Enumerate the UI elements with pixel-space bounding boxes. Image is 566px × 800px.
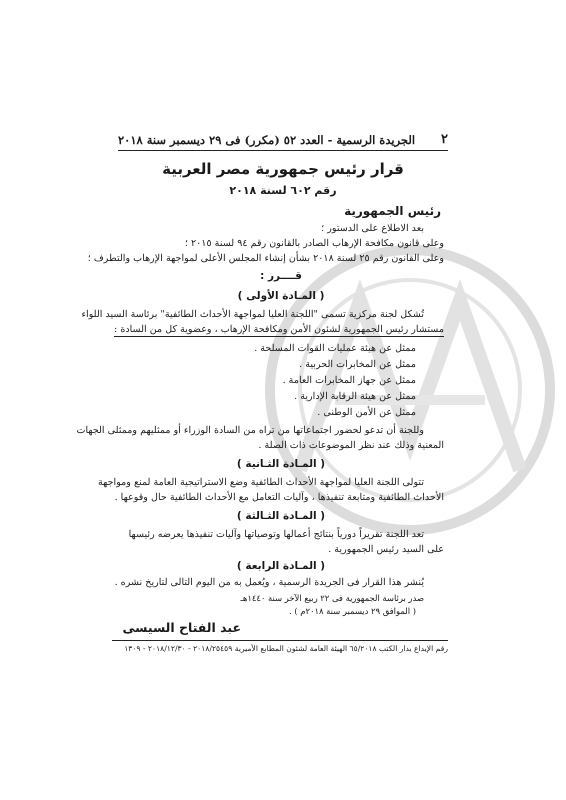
- footer-divider: [112, 640, 448, 641]
- member-item: ممثل عن الأمن الوطنى .: [317, 407, 416, 418]
- article-text: الأحداث الطائفية ومتابعة تنفيذها ، وآليات التعامل مع الأحداث الطائفية حال وقوعها .: [114, 492, 444, 503]
- gazette-issue: الجريدة الرسمية - العدد ٥٢ (مكرر) فى ٢٩ ديسمبر سنة ٢٠١٨: [118, 132, 416, 147]
- article-heading: ( المـادة الرابعة ): [236, 560, 326, 572]
- article-text: تُشكل لجنة مركزية تسمى "اللجنة العليا لمواجهة الأحداث الطائفية" برئاسة السيد اللواء: [81, 309, 424, 320]
- member-item: ممثل عن جهاز المخابرات العامة .: [282, 375, 416, 386]
- member-item: ممثل عن هيئة الرقابة الإدارية .: [294, 391, 416, 402]
- page-number: ٢: [441, 132, 448, 147]
- decided-heading: قــــرر :: [260, 270, 302, 282]
- decree-title: قرار رئيس جمهورية مصر العربية: [162, 160, 404, 178]
- issued-date: ( الموافق ٢٩ ديسمبر سنة ٢٠١٨م ) .: [289, 606, 416, 616]
- signature: عبد الفتاح السيسى: [122, 620, 241, 635]
- issued-line: صدر برئاسة الجمهورية فى ٢٢ ربيع الآخر سنة ١٤٤٠هـ: [240, 593, 424, 603]
- member-item: ممثل عن هيئة عمليات القوات المسلحة .: [254, 343, 416, 354]
- article-heading: ( المـادة الثـانية ): [236, 458, 326, 470]
- article-heading: ( المـادة الثـالثة ): [236, 510, 326, 522]
- article-text: على السيد رئيس الجمهورية .: [328, 544, 444, 555]
- article-text: تعد اللجنة تقريراً دورياً بنتائج أعمالها وتوصياتها وآليات تنفيذها يعرضه رئيسها: [128, 529, 424, 540]
- preamble-line: وعلى قانون مكافحة الإرهاب الصادر بالقانون رقم ٩٤ لسنة ٢٠١٥ ؛: [184, 238, 444, 249]
- preamble-line: بعد الاطلاع على الدستور ؛: [321, 223, 424, 234]
- president-title: رئيس الجمهورية: [344, 204, 441, 218]
- article-text: تتولى اللجنة العليا لمواجهة الأحداث الطائفية وضع الاستراتيجية العامة لمنع ومواجهة: [98, 477, 424, 488]
- header-divider: [118, 150, 448, 151]
- gazette-header: [118, 132, 448, 147]
- article-heading: ( المـادة الأولى ): [237, 290, 325, 302]
- article-text: المعنية وذلك عند نظر الموضوعات ذات الصلة .: [258, 440, 444, 451]
- article-text: يُنشر هذا القرار فى الجريدة الرسمية ، ويُعمل به من اليوم التالى لتاريخ نشره .: [114, 577, 424, 588]
- decree-number: رقم ٦٠٢ لسنة ٢٠١٨: [229, 184, 337, 197]
- preamble-line: وعلى القانون رقم ٢٥ لسنة ٢٠١٨ بشأن إنشاء المجلس الأعلى لمواجهة الإرهاب والتطرف ؛: [87, 253, 444, 264]
- article-text: [114, 323, 444, 337]
- article-text: وللجنة أن تدعو لحضور اجتماعاتها من تراه من السادة الوزراء أو ممثليهم وممثلى الجهات: [76, 425, 424, 436]
- footer-note: رقم الإيداع بدار الكتب ٦٥/٢٠١٨ الهيئة العامة لشئون المطابع الأميرية ٢٠١٨/٢٥٤٥٩ - ٢٠١٨/١٢/٣٠ - ١٣٠٩: [124, 644, 448, 653]
- member-item: ممثل عن المخابرات الحربية .: [299, 359, 416, 370]
- article-text-underlined: مستشار رئيس الجمهورية لشئون الأمن ومكافحة الإرهاب ، وعضوية كل من السادة :: [114, 324, 444, 335]
